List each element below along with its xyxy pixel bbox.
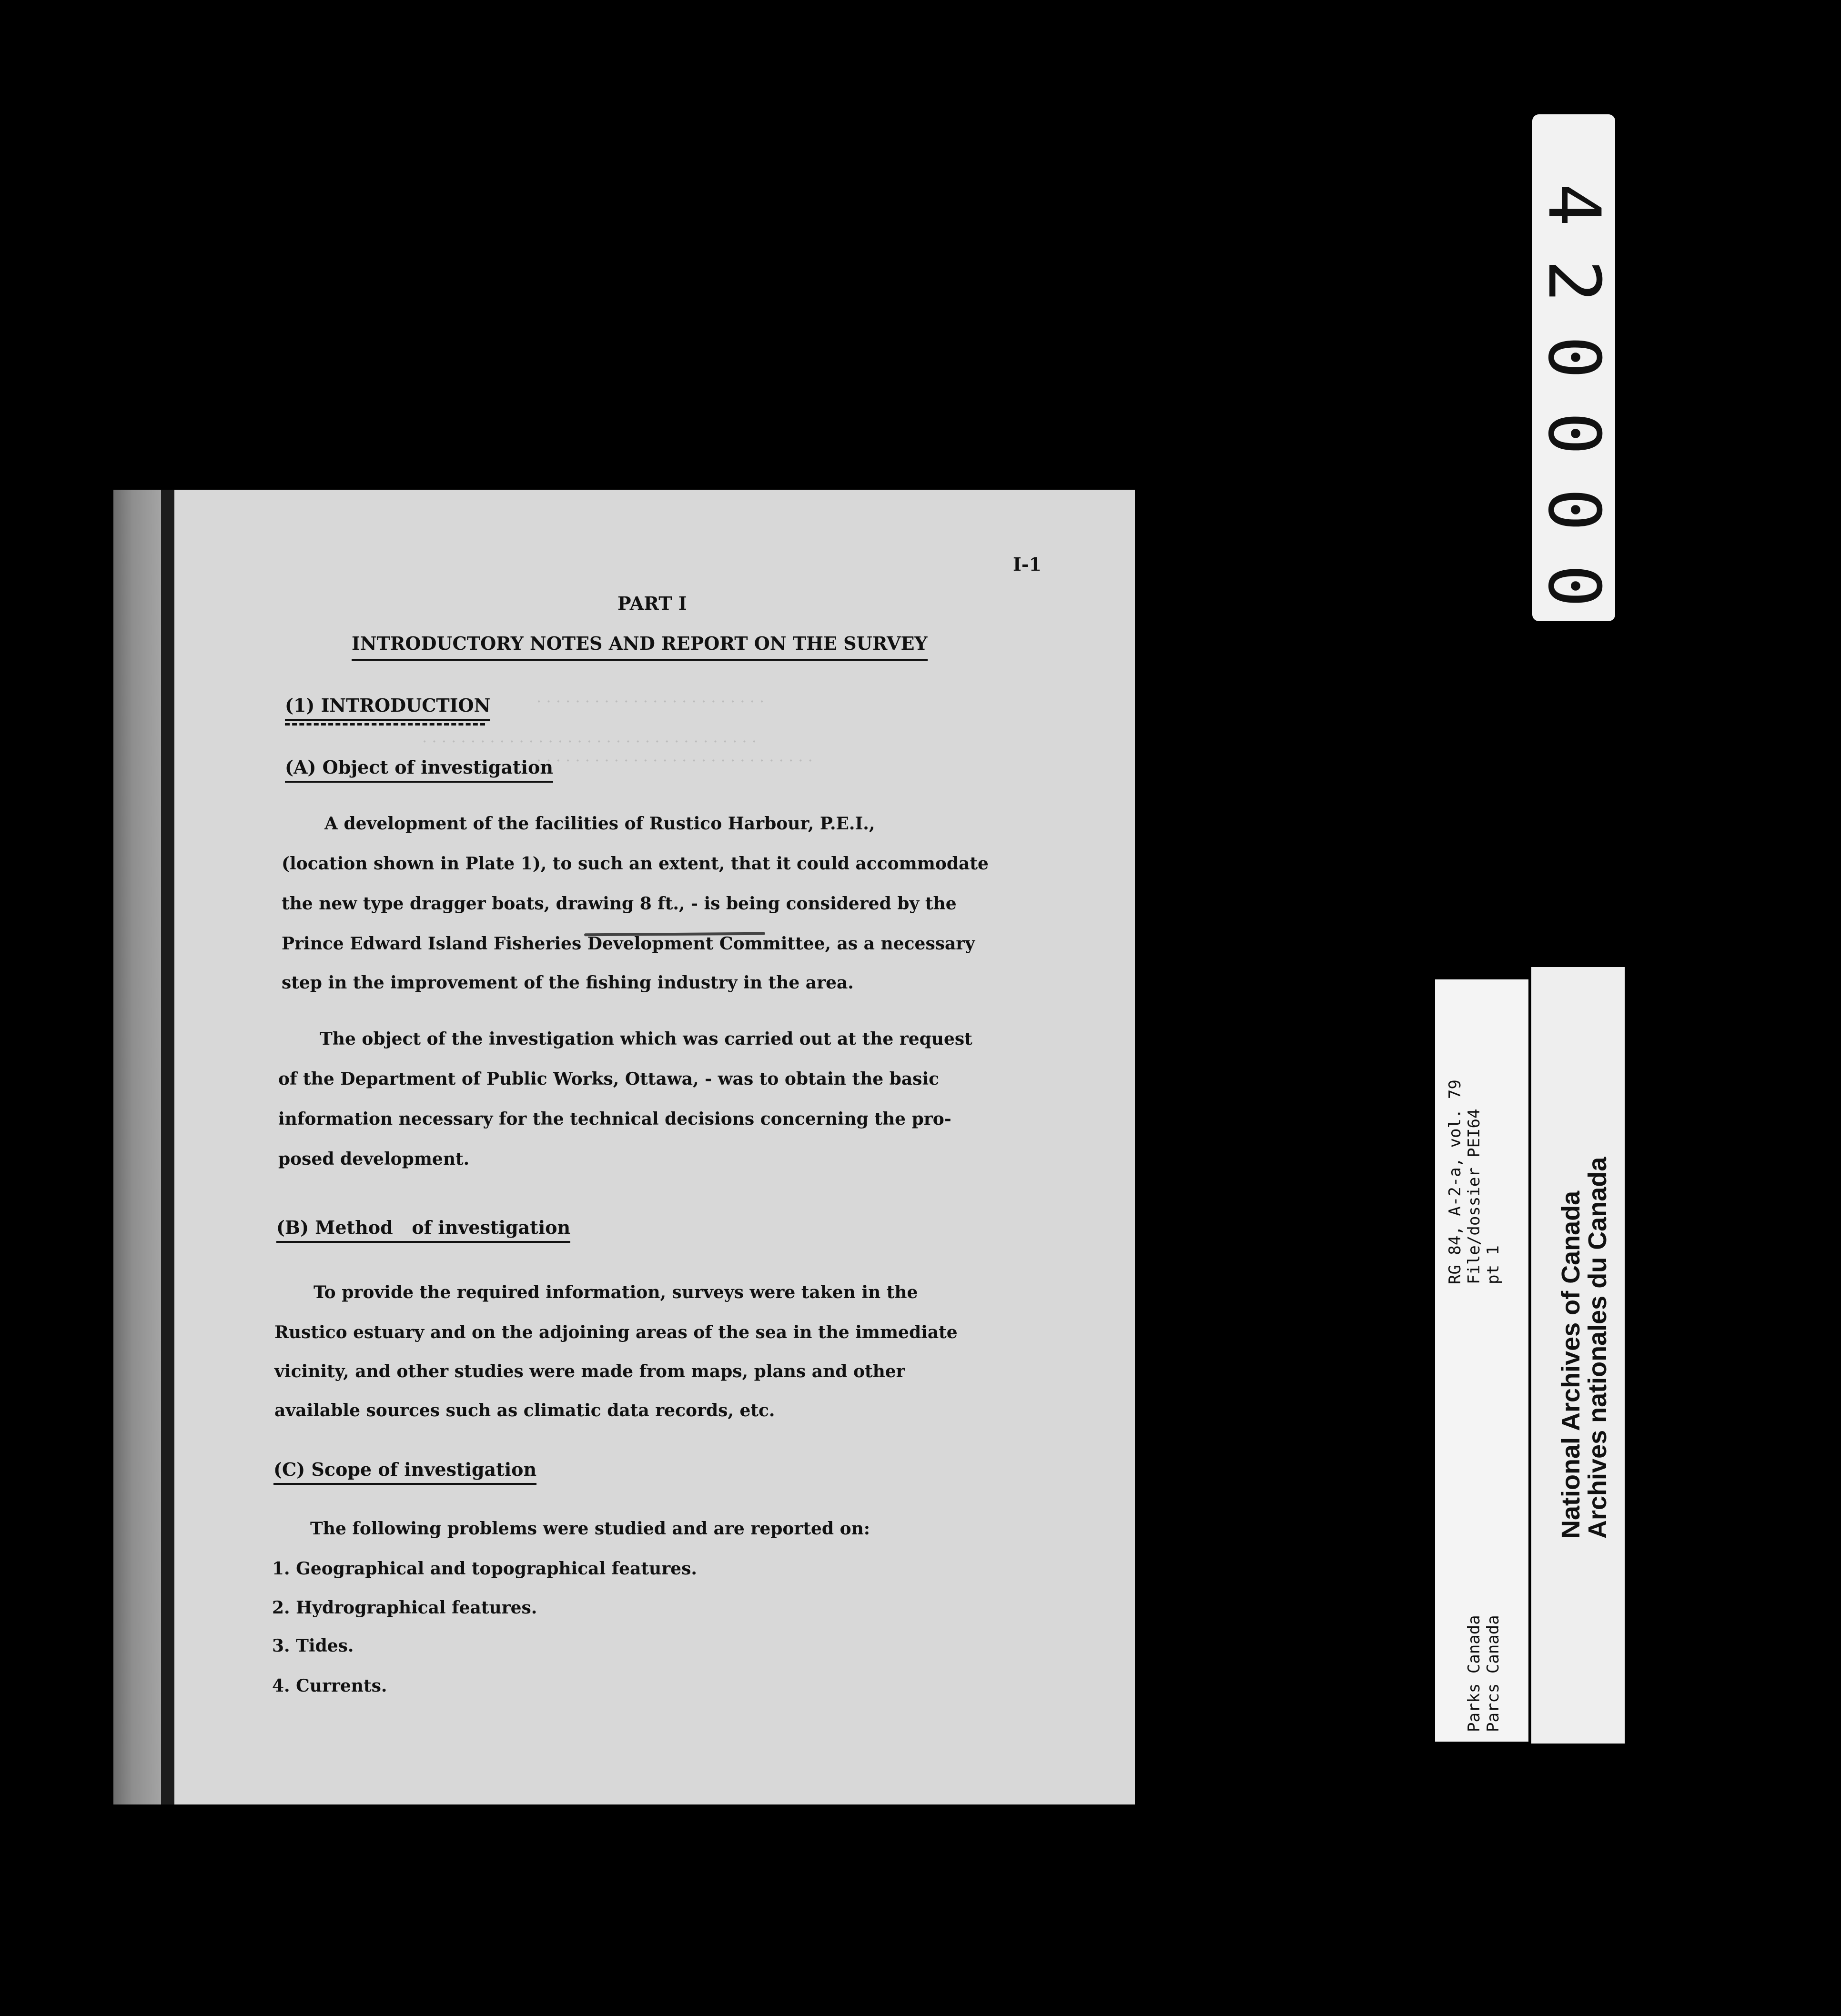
report-title: INTRODUCTORY NOTES AND REPORT ON THE SURVEY: [352, 633, 928, 661]
paragraph-line: step in the improvement of the fishing industry in the area.: [282, 973, 854, 993]
paragraph-line: posed development.: [278, 1149, 470, 1169]
frame-digit: 0: [1532, 488, 1615, 532]
page-binding-strip: [161, 490, 174, 1804]
frame-digit: 2: [1532, 259, 1615, 303]
section-a-heading: (A) Object of investigation: [285, 756, 553, 783]
archive-label: [1531, 967, 1625, 1744]
paragraph-line: The object of the investigation which was carried out at the request: [320, 1029, 972, 1049]
paragraph-line: of the Department of Public Works, Ottawa, - was to obtain the basic: [278, 1069, 940, 1089]
list-item: 1. Geographical and topographical features.: [272, 1559, 697, 1579]
reference-line: Parcs Canada: [1484, 1615, 1503, 1732]
paragraph-line: To provide the required information, surveys were taken in the: [314, 1282, 918, 1302]
paragraph-line: available sources such as climatic data records, etc.: [274, 1401, 775, 1421]
list-item: 4. Currents.: [272, 1676, 387, 1696]
archive-name-en: National Archives of Canada: [1557, 1190, 1585, 1539]
list-item: 2. Hydrographical features.: [272, 1598, 537, 1618]
section-b-heading: (B) Method of investigation: [276, 1217, 570, 1243]
paragraph-line: vicinity, and other studies were made from maps, plans and other: [274, 1361, 905, 1381]
dashed-rule: [285, 723, 485, 726]
part-title: PART I: [617, 593, 687, 614]
paragraph-line: (location shown in Plate 1), to such an extent, that it could accommodate: [282, 854, 989, 874]
archive-name-fr: Archives nationales du Canada: [1583, 1157, 1612, 1539]
page-number: I-1: [1013, 554, 1042, 575]
reference-label: [1435, 979, 1528, 1742]
bleed-through-text: . . . . . . . . . . . . . . . . . . . . . . . . . . . . . . . . . . .: [422, 728, 757, 746]
bleed-through-text: . . . . . . . . . . . . . . . . . . . . . . . . . . . . .: [536, 747, 813, 765]
section-c-heading: (C) Scope of investigation: [273, 1459, 536, 1485]
paragraph-line: information necessary for the technical decisions concerning the pro-: [278, 1109, 951, 1129]
list-item: 3. Tides.: [272, 1636, 354, 1656]
frame-digit: 0: [1532, 335, 1615, 379]
paragraph-line: Prince Edward Island Fisheries Development Committee, as a necessary: [282, 934, 975, 954]
paragraph-line: The following problems were studied and are reported on:: [310, 1519, 870, 1539]
reference-line: pt 1: [1484, 1245, 1503, 1284]
paragraph-line: Rustico estuary and on the adjoining areas of the sea in the immediate: [274, 1322, 958, 1342]
frame-digit: 0: [1532, 412, 1615, 455]
reference-line: Parks Canada: [1465, 1615, 1484, 1732]
document-page: [174, 490, 1135, 1804]
bleed-through-text: . . . . . . . . . . . . . . . . . . . . . . . .: [536, 688, 765, 706]
page-edge-shadow: [113, 490, 161, 1804]
paragraph-line: A development of the facilities of Rustico Harbour, P.E.I.,: [324, 814, 875, 834]
paragraph-line: the new type dragger boats, drawing 8 ft., - is being considered by the: [282, 894, 957, 914]
frame-counter-label: [1532, 114, 1615, 621]
reference-line: File/dossier PEI64: [1465, 1109, 1484, 1284]
reference-line: RG 84, A-2-a, vol. 79: [1446, 1079, 1465, 1284]
section-1-heading: (1) INTRODUCTION: [285, 695, 490, 721]
frame-digit: 4: [1532, 183, 1615, 227]
frame-digit: 0: [1532, 564, 1615, 608]
